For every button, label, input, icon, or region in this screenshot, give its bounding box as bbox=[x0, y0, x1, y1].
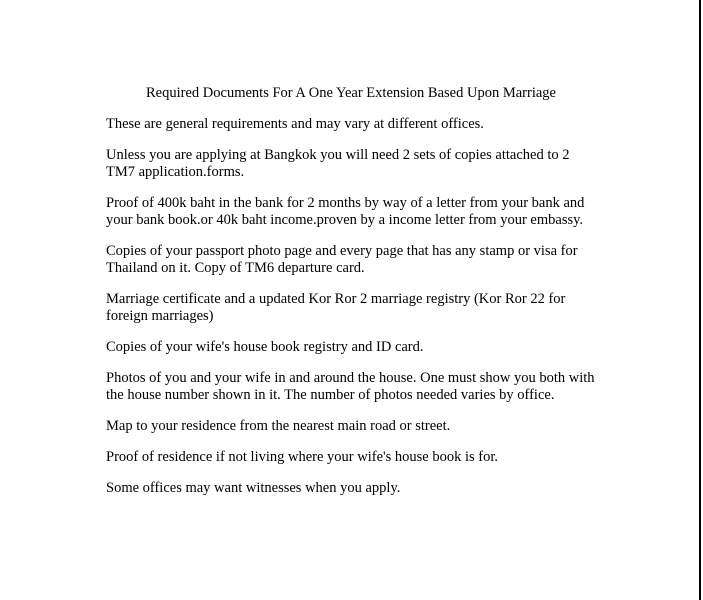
paragraph-witnesses: Some offices may want witnesses when you apply. bbox=[106, 480, 401, 496]
paragraph-house-book: Copies of your wife's house book registry and ID card. bbox=[106, 339, 424, 355]
paragraph-proof-of-residence: Proof of residence if not living where your wife's house book is for. bbox=[106, 449, 499, 465]
paragraph-general-requirements: These are general requirements and may vary at different offices. bbox=[106, 116, 484, 132]
document-title: Required Documents For A One Year Extension Based Upon Marriage bbox=[146, 85, 556, 101]
paragraph-marriage-certificate: Marriage certificate and a updated Kor Ror 2 marriage registry (Kor Ror 22 for foreign marriages) bbox=[106, 291, 566, 324]
paragraph-passport-copies: Copies of your passport photo page and every page that has any stamp or visa for Thailand on it. Copy of TM6 departure card. bbox=[106, 243, 578, 276]
paragraph-map: Map to your residence from the nearest main road or street. bbox=[106, 418, 451, 434]
paragraph-financial-proof: Proof of 400k baht in the bank for 2 months by way of a letter from your bank and your bank book.or 40k baht income.proven by a income letter from your embassy. bbox=[106, 195, 585, 228]
document-body bbox=[106, 85, 596, 511]
paragraph-photos: Photos of you and your wife in and around the house. One must show you both with the house number shown in it. The number of photos needed varies by office. bbox=[106, 370, 595, 403]
paragraph-tm7-copies: Unless you are applying at Bangkok you will need 2 sets of copies attached to 2 TM7 application.forms. bbox=[106, 147, 570, 180]
